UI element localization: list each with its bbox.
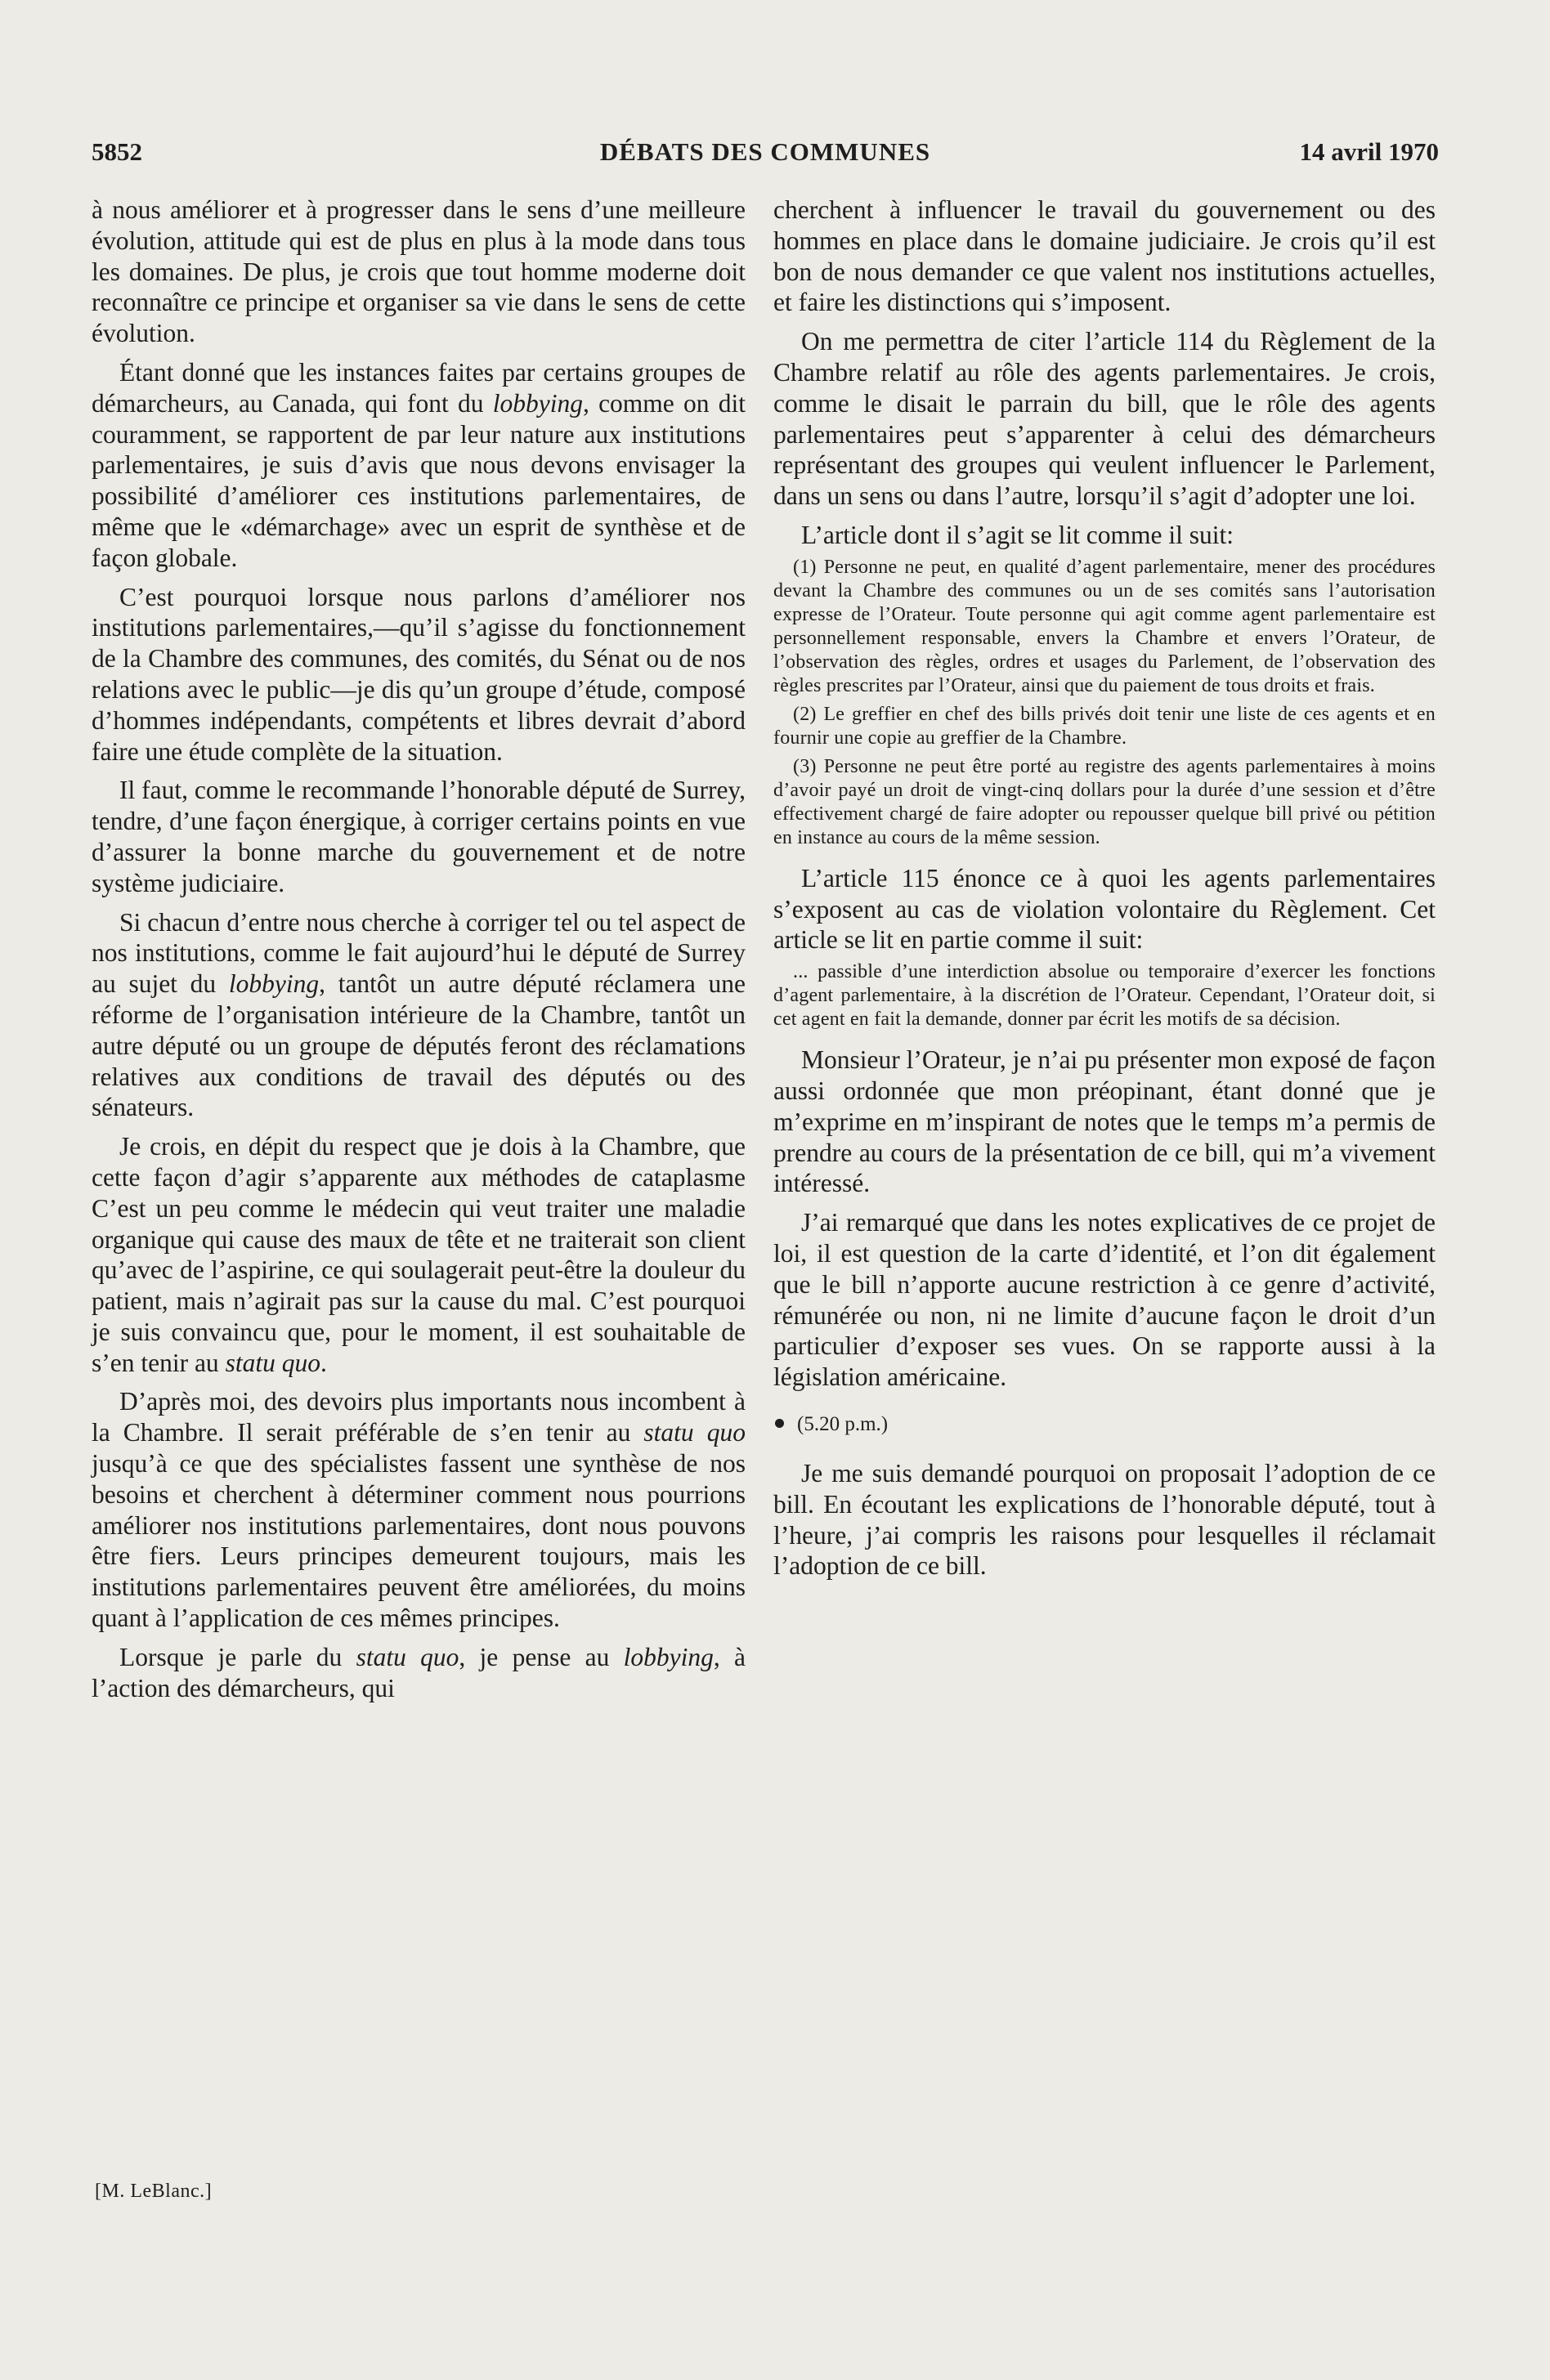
time-marker: (5.20 p.m.) <box>773 1412 1436 1437</box>
right-column <box>773 195 1436 1581</box>
left-column <box>92 195 746 1703</box>
paragraph: Si chacun d’entre nous cherche à corriger tel ou tel aspect de nos institutions, comme le fait aujourd’hui le député de Surrey au sujet du lobbying, tantôt un autre député réclamera une réforme de l’organisation intérieure de la Chambre, tantôt un autre député ou un groupe de députés feront des réclamations relatives aux conditions de travail des députés ou des sénateurs. <box>92 907 746 1122</box>
quoted-rule: (3) Personne ne peut être porté au registre des agents parlementaires à moins d’avoir payé un droit de vingt-cinq dollars pour la durée d’une session et d’être effectivement chargé de faire adopter ou repousser quelque bill privé ou pétition en instance au cours de la même session. <box>773 755 1436 848</box>
page-date: 14 avril 1970 <box>1299 137 1439 166</box>
paragraph: Étant donné que les instances faites par certains groupes de démarcheurs, au Canada, qui font du lobbying, comme on dit couramment, se rapportent de par leur nature aux institutions parlementaires, je suis d’avis que nous devons envisager la possibilité d’améliorer ces institutions parlementaires, de même que le «démarchage» avec un esprit de synthèse et de façon globale. <box>92 357 746 572</box>
quoted-rule: ... passible d’une interdiction absolue ou temporaire d’exercer les fonctions d’agent parlementaire, à la discrétion de l’Orateur. Cependant, l’Orateur doit, si cet agent en fait la demande, donner par écrit les motifs de sa décision. <box>773 961 1436 1031</box>
paragraph: On me permettra de citer l’article 114 du Règlement de la Chambre relatif au rôle des agents parlementaires. Je crois, comme le disait le parrain du bill, que le rôle des agents parlementaires peut s’apparenter à celui des démarcheurs représentant des groupes qui veulent influencer le Parlement, dans un sens ou dans l’autre, lorsqu’il s’agit d’adopter une loi. <box>773 327 1436 511</box>
paragraph: C’est pourquoi lorsque nous parlons d’améliorer nos institutions parlementaires,—qu’il s’agisse du fonctionnement de la Chambre des communes, des comités, du Sénat ou de nos relations avec le public—je dis qu’un groupe d’étude, composé d’hommes indépendants, compétents et libres devrait d’abord faire une étude complète de la situation. <box>92 582 746 766</box>
paragraph: L’article dont il s’agit se lit comme il suit: <box>801 520 1234 549</box>
paragraph: Je me suis demandé pourquoi on proposait l’adoption de ce bill. En écoutant les explications de l’honorable député, tout à l’heure, j’ai compris les raisons pour lesquelles il réclamait l’adoption de ce bill. <box>773 1458 1436 1581</box>
paragraph: à nous améliorer et à progresser dans le sens d’une meilleure évolution, attitude qui est de plus en plus à la mode dans tous les domaines. De plus, je crois que tout homme moderne doit reconnaître ce principe et organiser sa vie dans le sens de cette évolution. <box>92 195 746 348</box>
quoted-rule: (2) Le greffier en chef des bills privés doit tenir une liste de ces agents et en fournir une copie au greffier de la Chambre. <box>773 703 1436 749</box>
bullet-icon <box>775 1419 784 1428</box>
paragraph: L’article 115 énonce ce à quoi les agents parlementaires s’exposent au cas de violation volontaire du Règlement. Cet article se lit en partie comme il suit: <box>773 863 1436 955</box>
speaker-attribution: [M. LeBlanc.] <box>95 2181 213 2202</box>
paragraph: cherchent à influencer le travail du gouvernement ou des hommes en place dans le domaine judiciaire. Je crois qu’il est bon de nous demander ce que valent nos institutions actuelles, et faire les distinctions qui s’imposent. <box>773 195 1436 317</box>
paragraph: Lorsque je parle du statu quo, je pense au lobbying, à l’action des démarcheurs, qui <box>92 1642 746 1702</box>
paragraph: Je crois, en dépit du respect que je dois à la Chambre, que cette façon d’agir s’apparente aux méthodes de cataplasme C’est un peu comme le médecin qui veut traiter une maladie organique qui cause des maux de tête et ne traiterait son client qu’avec de l’aspirine, ce qui soulagerait peut-être la douleur du patient, mais n’agirait pas sur la cause du mal. C’est pourquoi je suis convaincu que, pour le moment, il est souhaitable de s’en tenir au statu quo. <box>92 1132 746 1377</box>
page-number: 5852 <box>92 137 142 166</box>
paragraph: J’ai remarqué que dans les notes explicatives de ce projet de loi, il est question de la carte d’identité, et l’on dit également que le bill n’apporte aucune restriction à ce genre d’activité, rémunérée ou non, ni ne limite d’aucune façon le droit d’un particulier d’exposer ses vues. On se rapporte aussi à la législation américaine. <box>773 1208 1436 1392</box>
page-title: DÉBATS DES COMMUNES <box>599 137 931 166</box>
page-header <box>92 137 1439 170</box>
quoted-rule: (1) Personne ne peut, en qualité d’agent parlementaire, mener des procédures devant la Chambre des communes ou un de ses comités sans l’autorisation expresse de l’Orateur. Toute personne qui agit comme agent parlementaire est personnellement responsable, envers la Chambre et envers l’Orateur, de l’observation des règles, ordres et usages du Parlement, de l’observation des règles prescrites par l’Orateur, ainsi que du paiement de tous droits et frais. <box>773 556 1436 696</box>
paragraph: Monsieur l’Orateur, je n’ai pu présenter mon exposé de façon aussi ordonnée que mon préopinant, étant donné que je m’exprime en m’inspirant de notes que le temps m’a permis de prendre au cours de la présentation de ce bill, qui m’a vivement intéressé. <box>773 1045 1436 1198</box>
paragraph: D’après moi, des devoirs plus importants nous incombent à la Chambre. Il serait préférable de s’en tenir au statu quo jusqu’à ce que des spécialistes fassent une synthèse de nos besoins et cherchent à déterminer comment nous pourrions améliorer nos institutions parlementaires, dont nous pouvons être fiers. Leurs principes demeurent toujours, mais les institutions parlementaires peuvent être améliorées, du moins quant à l’application de ces mêmes principes. <box>92 1387 746 1633</box>
paragraph: Il faut, comme le recommande l’honorable député de Surrey, tendre, d’une façon énergique, à corriger certains points en vue d’assurer la bonne marche du gouvernement et de notre système judiciaire. <box>92 776 746 897</box>
